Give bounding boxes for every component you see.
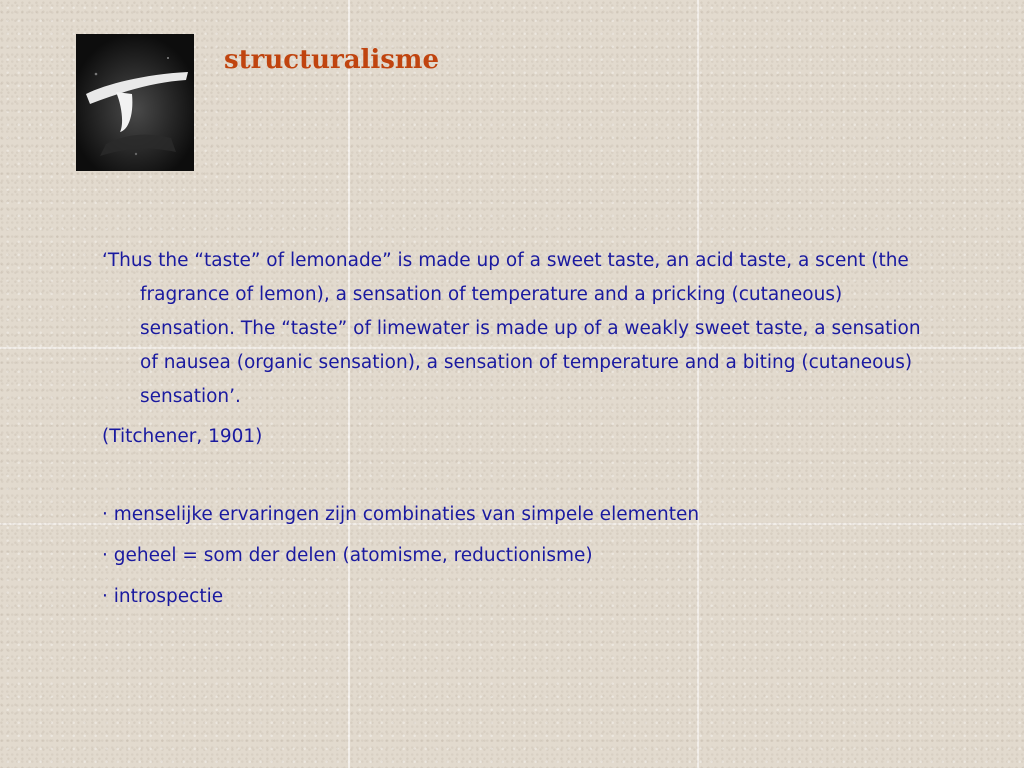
slide-title: structuralisme	[224, 45, 439, 75]
bullet-item: · geheel = som der delen (atomisme, reductionisme)	[102, 545, 593, 566]
bullet-item: · introspectie	[102, 586, 224, 607]
quote-paragraph: ‘Thus the “taste” of lemonade” is made up of a sweet taste, an acid taste, a scent (the fragrance of lemon), a sensation of temperature and a pricking (cutaneous) sensation. The “taste” of limewater is made up of a weakly sweet taste, a sensation of nausea (organic sensation), a sensation of temperature and a biting (cutaneous) sensation’.	[102, 250, 921, 407]
slide-photo	[76, 34, 194, 171]
bullet-list	[102, 498, 922, 614]
quote-citation: (Titchener, 1901)	[102, 426, 263, 447]
figure-photo-icon	[76, 34, 194, 171]
slide-content	[102, 244, 922, 621]
bullet-item: · menselijke ervaringen zijn combinaties van simpele elementen	[102, 504, 700, 525]
